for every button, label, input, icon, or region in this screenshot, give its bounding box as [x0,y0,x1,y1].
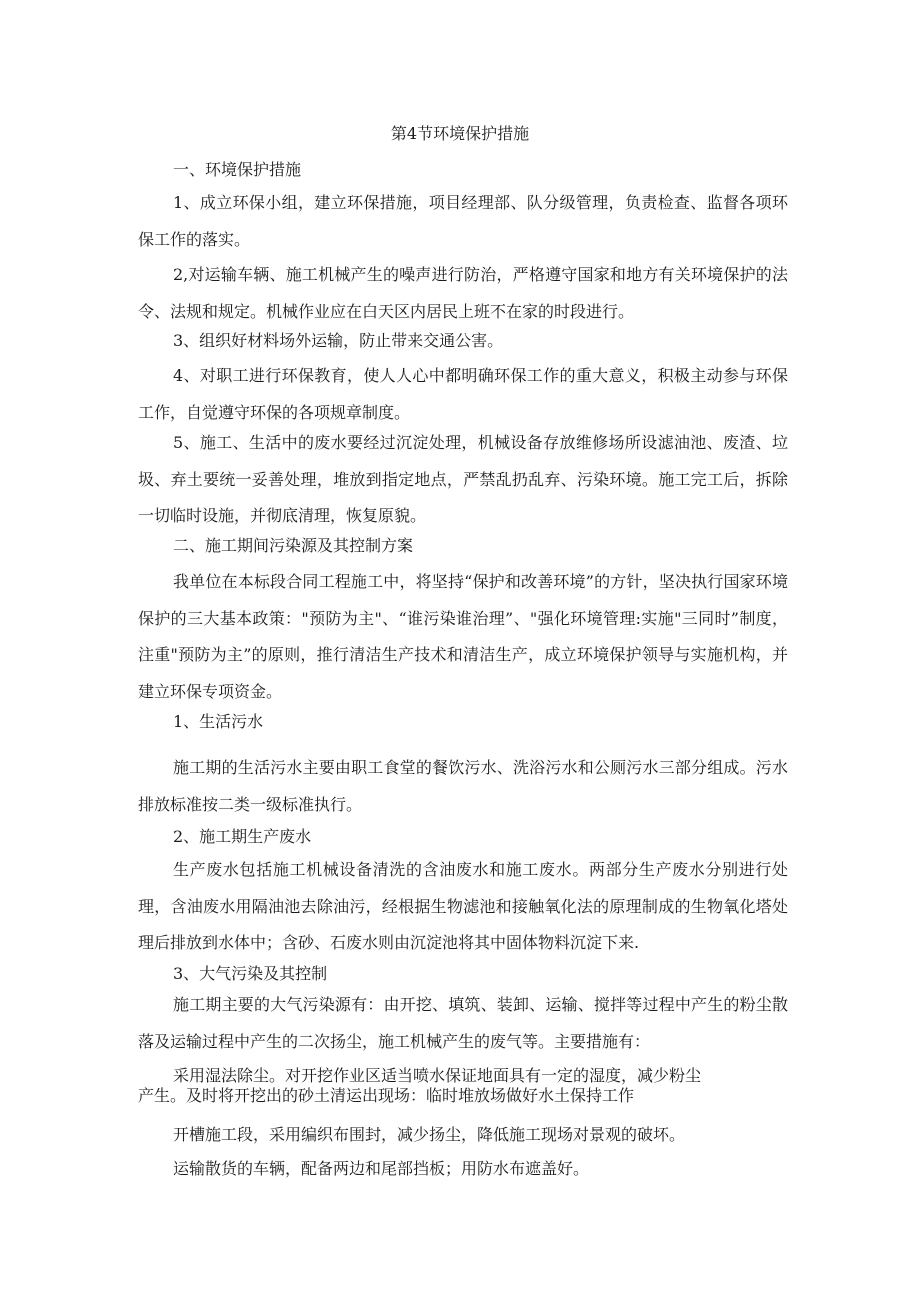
paragraph-10-line-1: 采用湿法除尘。对开挖作业区适当喷水保证地面具有一定的湿度，减少粉尘 [173,1066,702,1085]
paragraph-6: 我单位在本标段合同工程施工中，将坚持“保护和改善环境”的方针，坚决执行国家环境保护的三大基本政策："预防为主"、“谁污染谁治理”、"强化环境管理:实施"三同时”制度，注重"预防为主”的原则，推行清洁生产技术和清洁生产，成立环境保护领导与实施机构，并建立环保专项资金。 [138,572,788,701]
paragraph-4: 4、对职工进行环保教育，使人人心中都明确环保工作的重大意义，积极主动参与环保工作，自觉遵守环保的各项规章制度。 [138,366,788,422]
heading-environmental-measures: 一、环境保护措施 [173,160,302,179]
paragraph-9: 施工期主要的大气污染源有：由开挖、填筑、装卸、运输、搅拌等过程中产生的粉尘散落及运输过程中产生的二次扬尘，施工机械产生的废气等。主要措施有： [138,995,788,1051]
subheading-domestic-sewage: 1、生活污水 [173,712,264,731]
paragraph-8: 生产废水包括施工机械设备清洗的含油废水和施工废水。两部分生产废水分别进行处理，含油废水用隔油池去除油污，经根据生物滤池和接触氧化法的原理制成的生物氧化塔处理后排放到水体中；含砂、石废水则由沉淀池将其中固体物料沉淀下来. [138,860,788,952]
paragraph-10-line-2: 产生。及时将开挖出的砂土清运出现场：临时堆放场做好水土保持工作 [138,1086,635,1105]
subheading-air-pollution: 3、大气污染及其控制 [173,964,328,983]
paragraph-10 [138,1066,788,1106]
paragraph-5: 5、施工、生活中的废水要经过沉淀处理，机械设备存放维修场所设滤油池、废渣、垃圾、弃土要统一妥善处理，堆放到指定地点，严禁乱扔乱弃、污染环境。施工完工后，拆除一切临时设施，并彻底清理，恢复原貌。 [138,433,788,525]
section-title: 第4节环境保护措施 [390,124,530,143]
paragraph-2: 2,对运输车辆、施工机械产生的噪声进行防治，严格遵守国家和地方有关环境保护的法令、法规和规定。机械作业应在白天区内居民上班不在家的时段进行。 [138,265,788,321]
paragraph-7: 施工期的生活污水主要由职工食堂的餐饮污水、洗浴污水和公厕污水三部分组成。污水排放标准按二类一级标准执行。 [138,758,788,814]
heading-pollution-control: 二、施工期间污染源及其控制方案 [173,536,414,555]
subheading-production-wastewater: 2、施工期生产废水 [173,827,312,846]
paragraph-3: 3、组织好材料场外运输，防止带来交通公害。 [173,331,504,350]
paragraph-12: 运输散货的车辆，配备两边和尾部挡板；用防水布遮盖好。 [173,1159,590,1178]
paragraph-1: 1、成立环保小组，建立环保措施，项目经理部、队分级管理，负责检查、监督各项环保工作的落实。 [138,193,788,249]
paragraph-11: 开槽施工段，采用编织布围封，减少扬尘，降低施工现场对景观的破坏。 [173,1125,686,1144]
